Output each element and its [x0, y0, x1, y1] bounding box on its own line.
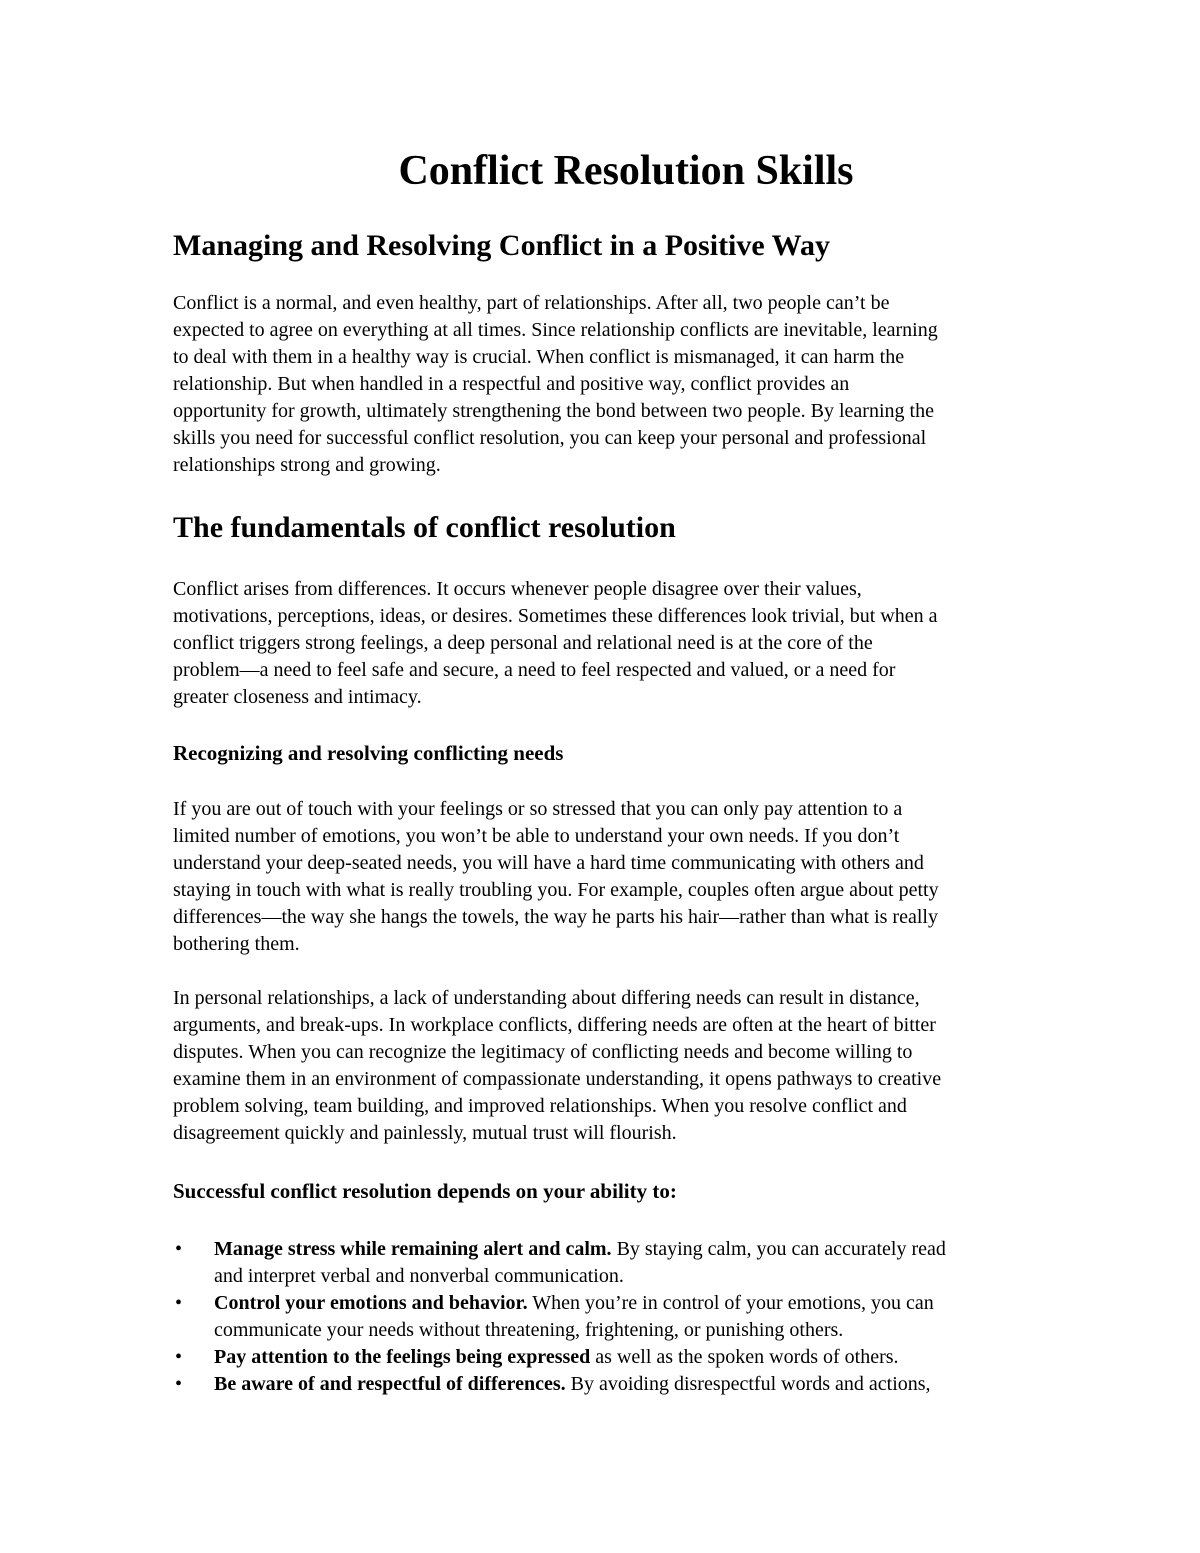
text-line: understand your deep-seated needs, you will have a hard time communicating with others and	[173, 852, 924, 874]
item-text: as well as the spoken words of others.	[590, 1346, 899, 1368]
item-bold-lead: Manage stress while remaining alert and calm.	[214, 1238, 612, 1260]
text-line: problem solving, team building, and improved relationships. When you resolve conflict and	[173, 1095, 907, 1117]
text-line: opportunity for growth, ultimately strengthening the bond between two people. By learning the	[173, 400, 934, 422]
text-line: relationship. But when handled in a respectful and positive way, conflict provides an	[173, 373, 850, 395]
text-line: disagreement quickly and painlessly, mutual trust will flourish.	[173, 1122, 677, 1144]
fundamentals-paragraph	[173, 576, 1083, 711]
item-text: When you’re in control of your emotions, you can	[527, 1292, 934, 1314]
item-text: By avoiding disrespectful words and actions,	[565, 1373, 931, 1395]
text-line: differences—the way she hangs the towels, the way he parts his hair—rather than what is really	[173, 906, 938, 928]
text-line: staying in touch with what is really troubling you. For example, couples often argue about petty	[173, 879, 939, 901]
abilities-list	[173, 1236, 1083, 1398]
list-item	[173, 1236, 1083, 1290]
text-line: Conflict is a normal, and even healthy, part of relationships. After all, two people can’t be	[173, 292, 890, 314]
section-heading-conflicting-needs: Recognizing and resolving conflicting needs	[173, 741, 564, 765]
conflicting-needs-paragraph-2	[173, 985, 1083, 1147]
text-line: expected to agree on everything at all times. Since relationship conflicts are inevitable, learning	[173, 319, 938, 341]
text-line: problem—a need to feel safe and secure, a need to feel respected and valued, or a need for	[173, 659, 896, 681]
text-line: examine them in an environment of compassionate understanding, it opens pathways to creative	[173, 1068, 942, 1090]
text-line: limited number of emotions, you won’t be able to understand your own needs. If you don’t	[173, 825, 900, 847]
text-line: conflict triggers strong feelings, a deep personal and relational need is at the core of the	[173, 632, 873, 654]
item-bold-lead: Be aware of and respectful of differences.	[214, 1373, 566, 1395]
text-line: Conflict arises from differences. It occurs whenever people disagree over their values,	[173, 578, 862, 600]
text-line: motivations, perceptions, ideas, or desires. Sometimes these differences look trivial, but when a	[173, 605, 938, 627]
item-text: By staying calm, you can accurately read	[611, 1238, 946, 1260]
text-line: bothering them.	[173, 933, 300, 955]
item-bold-lead: Control your emotions and behavior.	[214, 1292, 528, 1314]
item-bold-lead: Pay attention to the feelings being expressed	[214, 1346, 591, 1368]
list-item	[173, 1344, 1083, 1371]
text-line: greater closeness and intimacy.	[173, 686, 422, 708]
bullet-icon: •	[175, 1373, 183, 1395]
item-text: communicate your needs without threatening, frightening, or punishing others.	[214, 1319, 844, 1341]
text-line: relationships strong and growing.	[173, 454, 441, 476]
document-title: Conflict Resolution Skills	[398, 148, 854, 194]
text-line: arguments, and break-ups. In workplace conflicts, differing needs are often at the heart of bitter	[173, 1014, 936, 1036]
text-line: to deal with them in a healthy way is crucial. When conflict is mismanaged, it can harm the	[173, 346, 905, 368]
bullet-icon: •	[175, 1292, 183, 1314]
bullet-icon: •	[175, 1346, 183, 1368]
bullet-icon: •	[175, 1238, 183, 1260]
list-item	[173, 1290, 1083, 1344]
document-subtitle: Managing and Resolving Conflict in a Positive Way	[173, 229, 831, 262]
text-line: skills you need for successful conflict resolution, you can keep your personal and professional	[173, 427, 927, 449]
conflicting-needs-paragraph-1	[173, 796, 1083, 958]
list-item	[173, 1371, 1083, 1398]
item-text: and interpret verbal and nonverbal communication.	[214, 1265, 624, 1287]
text-line: In personal relationships, a lack of understanding about differing needs can result in distance,	[173, 987, 920, 1009]
text-line: If you are out of touch with your feelings or so stressed that you can only pay attention to a	[173, 798, 903, 820]
section-heading-successful-resolution: Successful conflict resolution depends on your ability to:	[173, 1179, 677, 1203]
text-line: disputes. When you can recognize the legitimacy of conflicting needs and become willing to	[173, 1041, 913, 1063]
section-heading-fundamentals: The fundamentals of conflict resolution	[173, 511, 676, 544]
intro-paragraph	[173, 290, 1083, 479]
